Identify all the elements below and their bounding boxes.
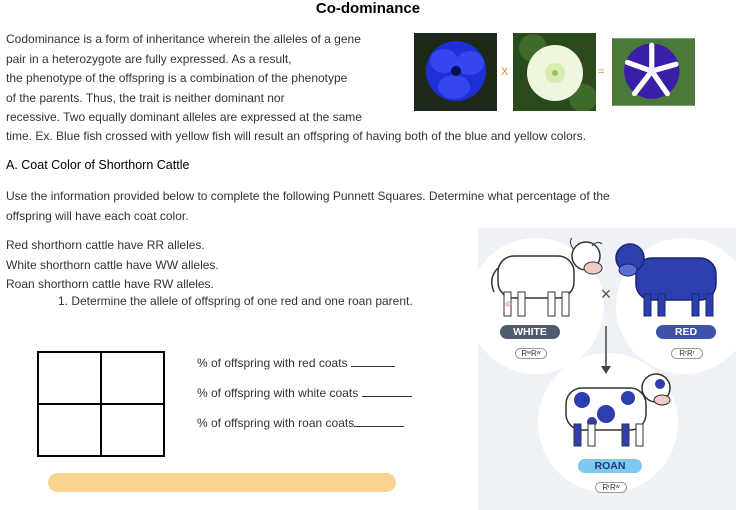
highlight-mark — [48, 473, 396, 492]
intro-line: of the parents. Thus, the trait is neither dominant nor — [6, 90, 285, 105]
roan-coat-blank[interactable] — [354, 416, 404, 427]
punnett-cell[interactable] — [38, 404, 101, 456]
red-genotype: RʳRʳ — [671, 348, 703, 359]
intro-paragraph — [6, 30, 406, 128]
blue-flower-image — [414, 33, 497, 111]
red-coat-blank[interactable] — [351, 356, 395, 367]
cross-operator: X — [501, 66, 509, 78]
red-coat-question — [197, 356, 395, 370]
punnett-cell[interactable] — [101, 404, 164, 456]
cross-symbol: × — [600, 284, 612, 304]
red-label: RED — [656, 325, 716, 339]
white-coat-question — [197, 386, 412, 400]
instruction-line: Use the information provided below to complete the following Punnett Squares. Determine what percentage of the — [6, 189, 610, 203]
intro-line: Codominance is a form of inheritance wherein the alleles of a gene — [6, 32, 361, 46]
cattle-cross-diagram — [478, 228, 736, 510]
white-label: WHITE — [500, 325, 560, 339]
instructions — [6, 187, 706, 226]
instruction-line: offspring will have each coat color. — [6, 208, 189, 223]
page-title: Co-dominance — [315, 0, 421, 17]
white-coat-blank[interactable] — [362, 386, 412, 397]
roan-coat-label: % of offspring with roan coats — [197, 416, 355, 430]
fact-white: White shorthorn cattle have WW alleles. — [6, 257, 219, 272]
question-1: 1. Determine the allele of offspring of one red and one roan parent. — [58, 294, 413, 308]
roan-genotype: RʳRʷ — [595, 482, 627, 493]
intro-last-line: time. Ex. Blue fish crossed with yellow fish will result an offspring of having both of the blue and yellow colors. — [6, 129, 587, 143]
intro-line: the phenotype of the offspring is a combination of the phenotype — [6, 71, 348, 85]
white-coat-label: % of offspring with white coats — [197, 386, 359, 400]
allele-facts — [6, 236, 476, 295]
fact-roan: Roan shorthorn cattle have RW alleles. — [6, 277, 214, 291]
intro-line: recessive. Two equally dominant alleles are expressed at the same — [6, 110, 362, 124]
roan-coat-question — [197, 416, 404, 430]
bicolor-flower-image — [612, 33, 695, 111]
punnett-cell[interactable] — [101, 352, 164, 404]
white-genotype: RʷRʷ — [515, 348, 547, 359]
section-a-heading: A. Coat Color of Shorthorn Cattle — [6, 158, 190, 172]
white-flower-image — [513, 33, 596, 111]
red-coat-label: % of offspring with red coats — [197, 356, 348, 370]
punnett-square — [37, 351, 165, 457]
roan-label: ROAN — [578, 459, 642, 473]
fact-red: Red shorthorn cattle have RR alleles. — [6, 238, 205, 252]
equals-operator: = — [598, 66, 605, 78]
punnett-cell[interactable] — [38, 352, 101, 404]
intro-line: pair in a heterozygote are fully expressed. As a result, — [6, 51, 292, 66]
